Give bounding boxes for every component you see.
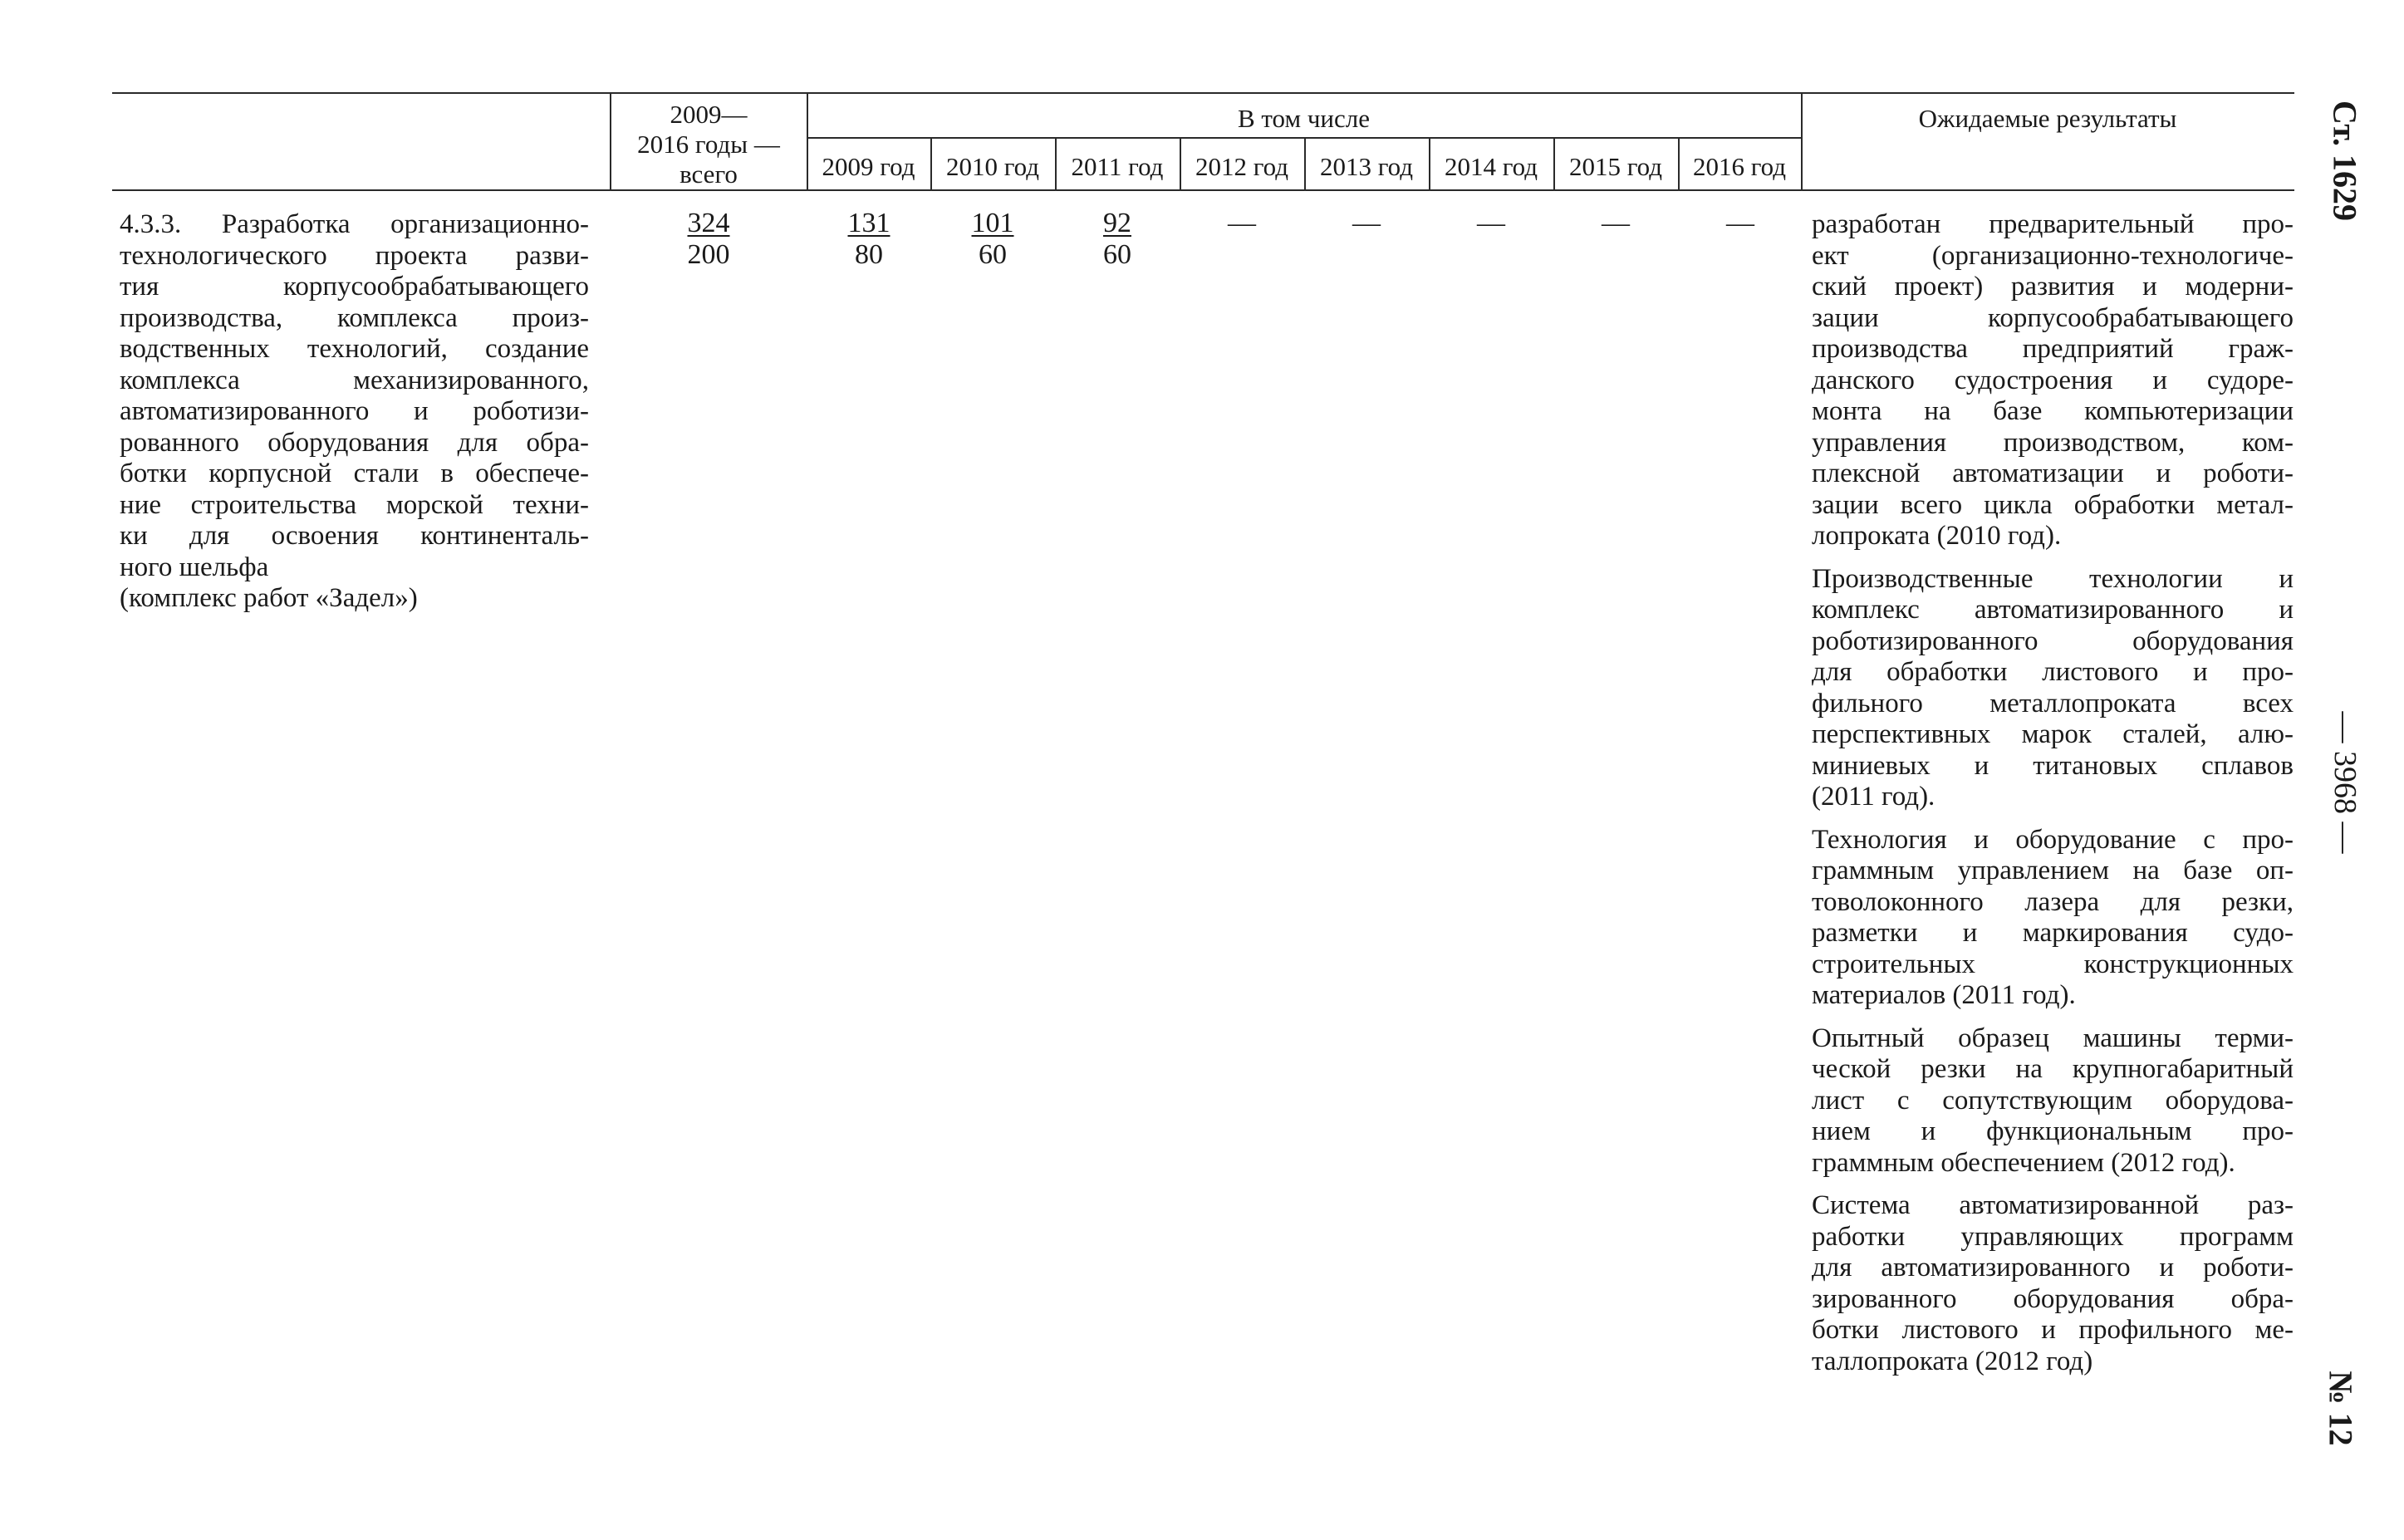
cell-2016-dash: — [1726, 208, 1754, 238]
result-line: фильного металлопроката всех [1812, 688, 2294, 719]
result-line: ческой резки на крупногабаритный [1812, 1054, 2294, 1084]
result-line: ект (организационно-технологиче- [1812, 240, 2294, 271]
result-line: граммным управлением на базе оп- [1812, 856, 2294, 885]
result-line: ский проект) развития и модерни- [1812, 272, 2294, 302]
result-line: зированного оборудования обра- [1812, 1283, 2294, 1314]
header-total-line: 2009— [670, 100, 748, 129]
description-line: технологического проекта разви- [120, 240, 589, 271]
result-line: монта на базе компьютеризации [1812, 396, 2294, 426]
header-bottom-rule [112, 189, 2294, 191]
result-line: для обработки листового и про- [1812, 657, 2294, 687]
result-line: для автоматизированного и роботи- [1812, 1253, 2294, 1283]
result-line: миниевых и титановых сплавов [1812, 750, 2294, 781]
cell-2011-numerator: 92 [1103, 208, 1131, 238]
description-line: водственных технологий, создание [120, 334, 589, 364]
result-paragraph [1812, 1190, 2294, 1377]
result-line: нием и функциональным про- [1812, 1116, 2294, 1146]
description-line: ки для освоения континенталь- [120, 521, 589, 551]
result-line: Производственные технологии и [1812, 563, 2294, 594]
cell-2015-dash: — [1602, 208, 1630, 238]
result-line: комплекс автоматизированного и [1812, 595, 2294, 625]
description-line: автоматизированного и роботизи- [120, 396, 589, 426]
table-top-rule [112, 92, 2294, 94]
result-line: производства предприятий граж- [1812, 334, 2294, 364]
description-line: ботки корпусной стали в обеспече- [120, 459, 589, 488]
cell-total-denominator: 200 [687, 239, 730, 270]
cell-2009-numerator: 131 [847, 208, 890, 238]
header-year-2009: 2009 год [822, 152, 915, 181]
header-total-line: 2016 годы — [637, 130, 780, 159]
result-paragraph [1812, 825, 2294, 1012]
result-line: данского судостроения и судоре- [1812, 365, 2294, 395]
header-including: В том числе [1237, 104, 1370, 133]
header-total-column [611, 100, 807, 189]
result-line: Система автоматизированной раз- [1812, 1190, 2294, 1220]
cell-2010-denominator: 60 [979, 239, 1007, 270]
header-year-2013: 2013 год [1319, 152, 1414, 181]
result-paragraph [1812, 209, 2294, 552]
header-year-2011: 2011 год [1071, 152, 1164, 181]
result-line: разметки и маркирования судо- [1812, 918, 2294, 948]
result-paragraph [1812, 564, 2294, 813]
result-line: граммным обеспечением (2012 год). [1812, 1147, 2235, 1178]
result-line: лист с сопутствующим оборудова- [1812, 1085, 2294, 1116]
cell-2011 [1067, 208, 1167, 271]
row-description [120, 209, 589, 615]
margin-issue-number: № 12 [2322, 1371, 2360, 1446]
result-line: зации всего цикла обработки метал- [1812, 489, 2294, 520]
cell-total [659, 208, 758, 271]
description-line: (комплекс работ «Задел») [120, 583, 418, 613]
cell-2010-numerator: 101 [971, 208, 1014, 238]
result-line: таллопроката (2012 год) [1812, 1346, 2093, 1376]
result-line: плексной автоматизации и роботи- [1812, 459, 2294, 488]
header-year-2014: 2014 год [1444, 152, 1538, 181]
cell-2011-denominator: 60 [1103, 239, 1131, 270]
cell-2013-dash: — [1352, 208, 1381, 238]
description-line: комплекса механизированного, [120, 365, 589, 395]
result-line: работки управляющих программ [1812, 1221, 2294, 1252]
cell-2009 [819, 208, 919, 271]
result-line: товолоконного лазера для резки, [1812, 886, 2294, 917]
margin-page-number: — 3968 — [2328, 711, 2362, 854]
result-line: перспективных марок сталей, алю- [1812, 719, 2294, 749]
description-line: ние строительства морской техни- [120, 489, 589, 520]
result-line: (2011 год). [1812, 782, 1935, 812]
result-line: роботизированного оборудования [1812, 625, 2294, 656]
description-line: 4.3.3. Разработка организационно- [120, 209, 589, 239]
description-line: рованного оборудования для обра- [120, 427, 589, 458]
result-line: разработан предварительный про- [1812, 209, 2294, 239]
cell-2010 [943, 208, 1043, 271]
header-expected-results: Ожидаемые результаты [1918, 104, 2177, 133]
margin-article-number: Ст. 1629 [2326, 101, 2364, 221]
description-line: тия корпусообрабатывающего [120, 272, 589, 302]
result-line: материалов (2011 год). [1812, 980, 2076, 1010]
result-line: зации корпусообрабатывающего [1812, 302, 2294, 333]
description-line: производства, комплекса произ- [120, 302, 589, 333]
result-paragraph [1812, 1023, 2294, 1180]
result-line: Опытный образец машины терми- [1812, 1023, 2294, 1053]
cell-2014-dash: — [1477, 208, 1505, 238]
cell-total-numerator: 324 [687, 208, 730, 238]
row-expected-results [1812, 209, 2294, 1389]
result-line: управления производством, ком- [1812, 427, 2294, 458]
result-line: лопроката (2010 год). [1812, 521, 2062, 551]
result-line: ботки листового и профильного ме- [1812, 1315, 2294, 1345]
header-year-2016: 2016 год [1692, 152, 1787, 181]
description-line: ного шельфа [120, 552, 269, 582]
header-year-2012: 2012 год [1195, 152, 1289, 181]
header-total-line: всего [679, 159, 738, 189]
cell-2012-dash: — [1228, 208, 1256, 238]
header-year-2010: 2010 год [945, 152, 1040, 181]
header-year-2015: 2015 год [1568, 152, 1663, 181]
result-line: строительных конструкционных [1812, 949, 2294, 979]
cell-2009-denominator: 80 [855, 239, 883, 270]
result-line: Технология и оборудование с про- [1812, 824, 2294, 855]
